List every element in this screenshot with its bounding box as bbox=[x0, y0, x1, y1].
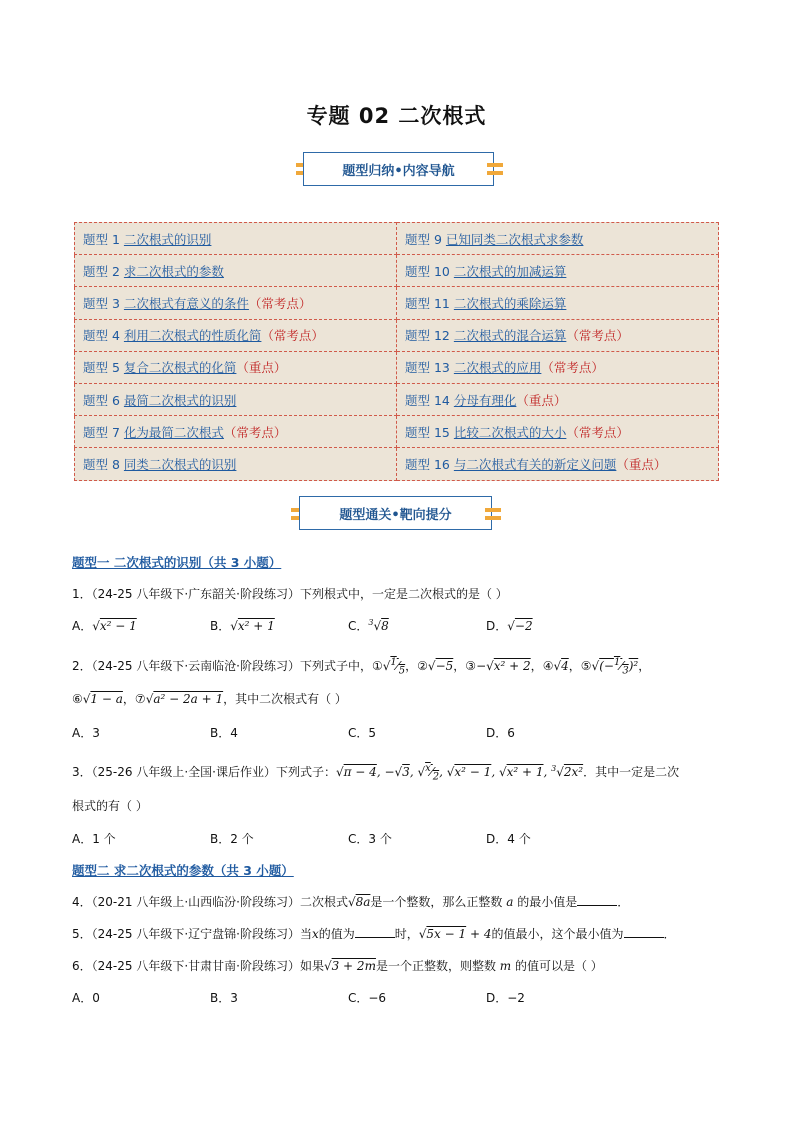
toc-item[interactable] bbox=[75, 255, 397, 287]
toc-item-number: 题型 8 bbox=[83, 456, 124, 472]
q1-option-b: B．√x² + 1 bbox=[210, 619, 275, 633]
toc-item[interactable] bbox=[397, 383, 719, 415]
toc-item-tag: （常考点） bbox=[248, 295, 312, 311]
toc-item[interactable] bbox=[75, 319, 397, 351]
toc-item[interactable] bbox=[397, 223, 719, 255]
toc-item-tag: （重点） bbox=[616, 456, 667, 472]
toc-item-link[interactable]: 化为最简二次根式 bbox=[123, 424, 224, 440]
toc-item[interactable] bbox=[397, 319, 719, 351]
toc-row bbox=[75, 319, 719, 351]
toc-row bbox=[75, 351, 719, 383]
toc-item-link[interactable]: 分母有理化 bbox=[453, 392, 517, 408]
toc-item-number: 题型 1 bbox=[83, 231, 124, 247]
toc-item-number: 题型 6 bbox=[83, 392, 124, 408]
toc-item-number: 题型 7 bbox=[83, 424, 124, 440]
question-5: 5．（24-25 八年级下·辽宁盘锦·阶段练习）当x的值为 时，√5x − 1 + 4的值最小，这个最小值为 ． bbox=[72, 927, 676, 941]
banner-right-deco bbox=[487, 162, 503, 176]
q2-option-a: A．3 bbox=[72, 726, 100, 740]
q6-option-b: B．3 bbox=[210, 991, 238, 1005]
toc-item-number: 题型 2 bbox=[83, 263, 124, 279]
toc-item-link[interactable]: 二次根式有意义的条件 bbox=[123, 295, 249, 311]
q2-option-c: C．5 bbox=[348, 726, 377, 740]
toc-item-link[interactable]: 二次根式的加减运算 bbox=[453, 263, 567, 279]
toc-item-tag: （常考点） bbox=[541, 360, 604, 376]
toc-item-tag: （常考点） bbox=[566, 424, 629, 440]
toc-item-link[interactable]: 二次根式的识别 bbox=[123, 231, 212, 247]
toc-item-link[interactable]: 二次根式的混合运算 bbox=[453, 328, 567, 344]
toc-item[interactable] bbox=[75, 383, 397, 415]
toc-item-link[interactable]: 同类二次根式的识别 bbox=[123, 456, 237, 472]
toc-item[interactable] bbox=[75, 223, 397, 255]
toc-item-tag: （重点） bbox=[236, 360, 287, 376]
q2-option-b: B．4 bbox=[210, 726, 238, 740]
toc-item-link[interactable]: 利用二次根式的性质化简 bbox=[123, 328, 262, 344]
question-6: 6．（24-25 八年级下·甘肃甘南·阶段练习）如果√3 + 2m是一个正整数，则整数 m 的值可以是（ ） bbox=[72, 959, 603, 973]
toc-item-number: 题型 3 bbox=[83, 295, 124, 311]
toc-item-link[interactable]: 二次根式的乘除运算 bbox=[453, 295, 567, 311]
toc-item-number: 题型 12 bbox=[405, 328, 454, 344]
toc-item-link[interactable]: 与二次根式有关的新定义问题 bbox=[453, 456, 617, 472]
question-4: 4．（20-21 八年级上·山西临汾·阶段练习）二次根式√8a是一个整数，那么正整数 a 的最小值是 ． bbox=[72, 895, 630, 909]
toc-banner: 题型归纳•内容导航 bbox=[303, 152, 494, 186]
question-1-stem: 1．（24-25 八年级下·广东韶关·阶段练习）下列根式中，一定是二次根式的是（ ） bbox=[72, 587, 508, 601]
q1-option-d: D．√−2 bbox=[486, 619, 533, 633]
toc-row bbox=[75, 255, 719, 287]
toc-item[interactable] bbox=[75, 287, 397, 319]
toc-item-tag: （常考点） bbox=[223, 424, 287, 440]
toc-item-tag: （常考点） bbox=[261, 328, 324, 344]
toc-item[interactable] bbox=[397, 416, 719, 448]
toc-item[interactable] bbox=[75, 448, 397, 480]
q3-option-c: C．3 个 bbox=[348, 832, 392, 846]
toc-item-link[interactable]: 比较二次根式的大小 bbox=[453, 424, 567, 440]
toc-item[interactable] bbox=[397, 287, 719, 319]
page-title: 专题 02 二次根式 bbox=[306, 104, 487, 128]
toc-item-tag: （常考点） bbox=[566, 328, 629, 344]
section-heading[interactable]: 题型一 二次根式的识别（共 3 小题） bbox=[72, 555, 282, 570]
toc-item-link[interactable]: 复合二次根式的化简 bbox=[123, 360, 237, 376]
toc-item-number: 题型 5 bbox=[83, 360, 124, 376]
toc-item-link[interactable]: 已知同类二次根式求参数 bbox=[445, 231, 584, 247]
question-2-line1: 2．（24-25 八年级下·云南临沧·阶段练习）下列式子中，$①√^1⁄_5$，②√−5，③−√x² + 2，④√4，$⑤√(-^1⁄_3)^2$， bbox=[72, 657, 651, 677]
toc-item[interactable] bbox=[75, 351, 397, 383]
toc-row bbox=[75, 416, 719, 448]
toc-row bbox=[75, 287, 719, 319]
toc-item[interactable] bbox=[397, 448, 719, 480]
toc-item-number: 题型 10 bbox=[405, 263, 454, 279]
q3-option-b: B．2 个 bbox=[210, 832, 254, 846]
toc-item-number: 题型 16 bbox=[405, 456, 454, 472]
toc-item-tag: （重点） bbox=[516, 392, 567, 408]
toc-table bbox=[74, 222, 719, 481]
toc-item-link[interactable]: 最简二次根式的识别 bbox=[123, 392, 237, 408]
question-3-line1: 3．（25-26 八年级上·全国·课后作业）下列式子：√π − 4, −√3, $√^x⁄_2$, √x² − 1, √x² + 1, $^3$√2x²．其中一定是二次 bbox=[72, 763, 680, 783]
toc-item-link[interactable]: 求二次根式的参数 bbox=[123, 263, 224, 279]
toc-item-number: 题型 15 bbox=[405, 424, 454, 440]
q2-option-d: D．6 bbox=[486, 726, 515, 740]
toc-item-number: 题型 13 bbox=[405, 360, 454, 376]
toc-row bbox=[75, 448, 719, 480]
q3-option-a: A．1 个 bbox=[72, 832, 116, 846]
toc-item-link[interactable]: 二次根式的应用 bbox=[453, 360, 542, 376]
toc-item-number: 题型 9 bbox=[405, 231, 446, 247]
q3-option-d: D．4 个 bbox=[486, 832, 531, 846]
toc-item-number: 题型 11 bbox=[405, 295, 454, 311]
q6-option-d: D．−2 bbox=[486, 991, 525, 1005]
toc-item-number: 题型 14 bbox=[405, 392, 454, 408]
q6-option-a: A．0 bbox=[72, 991, 100, 1005]
q1-option-c: C．$^3$√8 bbox=[348, 618, 389, 633]
practice-banner: 题型通关•靶向提分 bbox=[299, 496, 492, 530]
banner-right-deco bbox=[485, 507, 501, 521]
q1-option-a: A．√x² − 1 bbox=[72, 619, 137, 633]
question-2-line2: ⑥√1 − a，⑦√a² − 2a + 1，其中二次根式有（ ） bbox=[72, 692, 347, 706]
toc-item[interactable] bbox=[75, 416, 397, 448]
toc-row bbox=[75, 223, 719, 255]
q6-option-c: C．−6 bbox=[348, 991, 387, 1005]
toc-item[interactable] bbox=[397, 255, 719, 287]
section-heading[interactable]: 题型二 求二次根式的参数（共 3 小题） bbox=[72, 863, 294, 878]
toc-item-number: 题型 4 bbox=[83, 328, 124, 344]
toc-item[interactable] bbox=[397, 351, 719, 383]
question-3-line2: 根式的有（ ） bbox=[72, 799, 148, 813]
toc-row bbox=[75, 383, 719, 415]
